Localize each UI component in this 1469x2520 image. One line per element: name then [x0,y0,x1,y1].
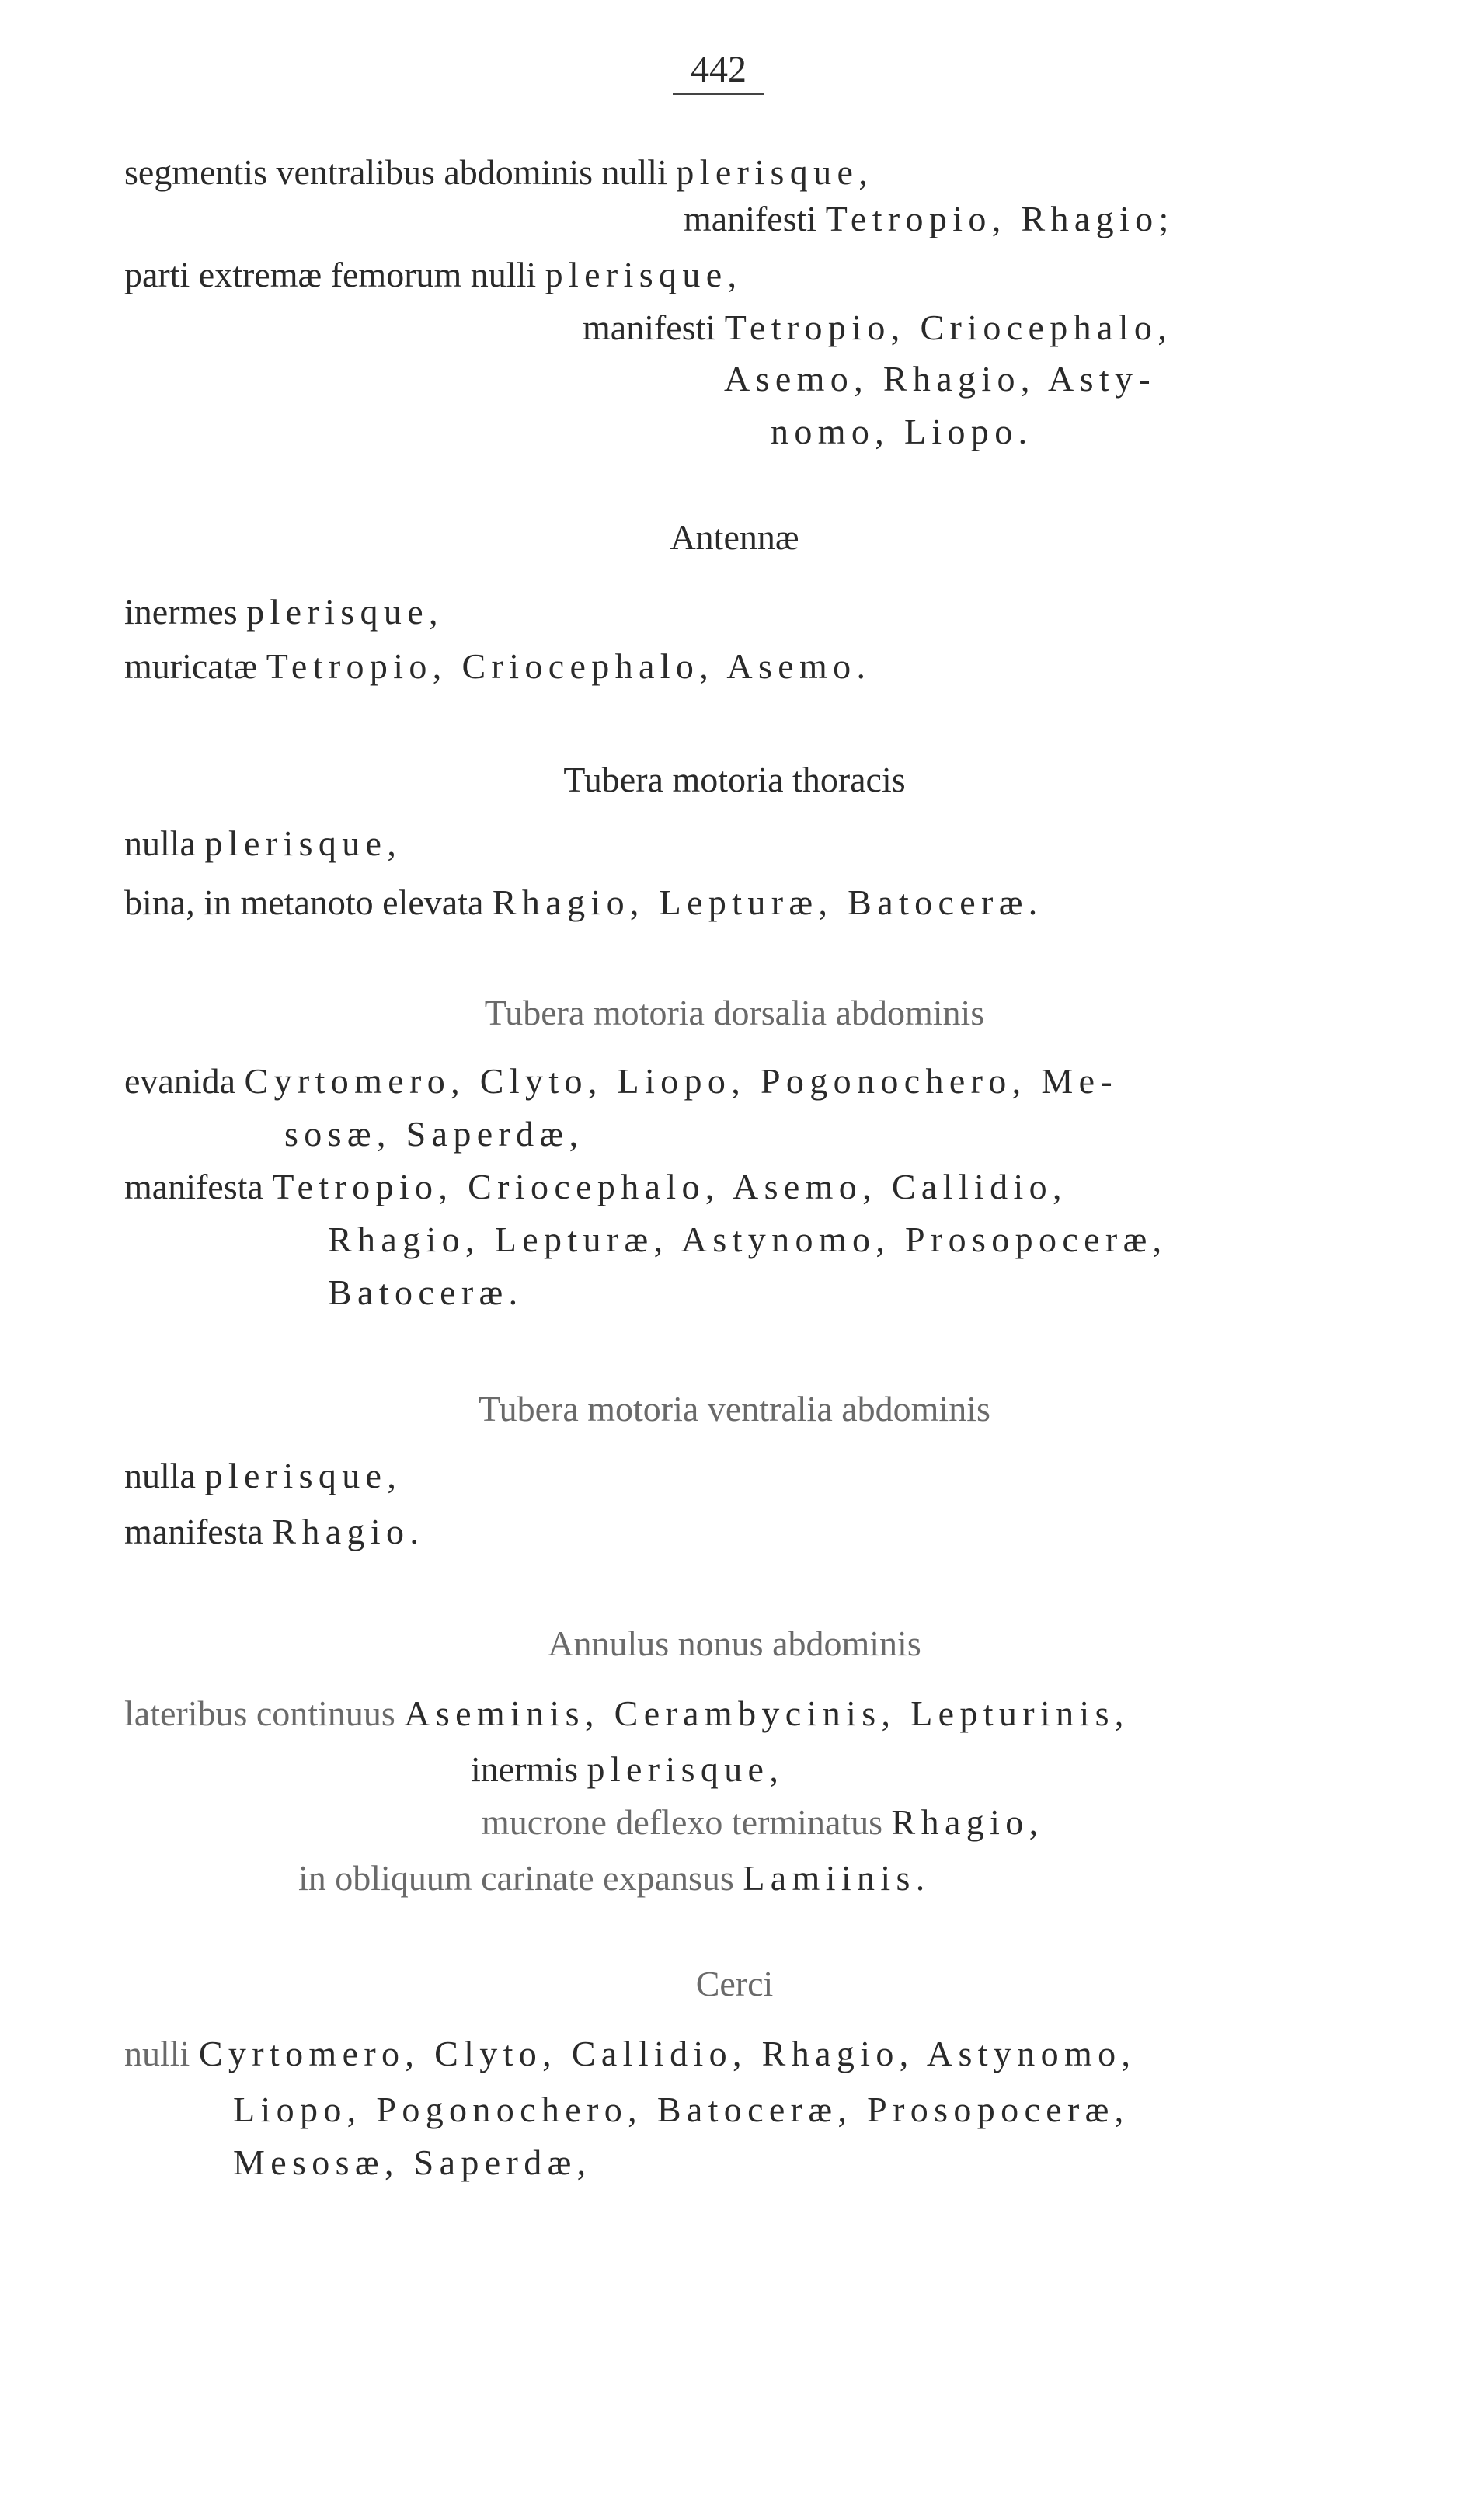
spaced-text: Cyrtomero, Clyto, Callidio, Rhagio, Astynomo, [198,2034,1137,2073]
spaced-text: plerisque, [204,1456,402,1495]
text-line: Liopo, Pogonochero, Batoceræ, Prosopoceræ, [233,2090,1130,2129]
text-line [471,1748,784,1791]
line-text: inermis [471,1749,578,1789]
section-heading: Cerci [695,1964,774,2003]
text-line [124,590,444,634]
spaced-text: plerisque, [246,592,444,632]
line-text: muricatæ [124,646,258,686]
section-heading: Antennæ [670,517,799,557]
line-text: in obliquum carinate expansus [298,1858,734,1898]
text-line: Batoceræ. [328,1272,524,1312]
spaced-text: Cyrtomero, Clyto, Liopo, Pogonochero, Me- [244,1061,1119,1101]
line-text: manifesta [124,1512,263,1551]
line-text: nulla [124,1456,196,1495]
spaced-text: Rhagio, Lepturæ, Batoceræ. [492,882,1043,922]
spaced-text: plerisque, [204,823,402,863]
spaced-text: plerisque, [587,1749,785,1789]
text-line [124,1510,424,1554]
spaced-text: Tetropio, Rhagio; [825,199,1175,238]
line-text: lateribus continuus [124,1693,395,1733]
line-text: parti extremæ femorum nulli [124,255,537,294]
text-line: Mesosæ, Saperdæ, [233,2142,592,2182]
line-text: bina, in metanoto elevata [124,882,484,922]
spaced-text: plerisque, [676,152,874,192]
text-line [684,197,1175,241]
line-text: manifesti [583,308,716,347]
text-line: sosæ, Saperdæ, [284,1114,584,1154]
text-line [124,2032,1136,2076]
line-text: mucrone deflexo terminatus [482,1802,883,1842]
section-heading: Tubera motoria ventralia abdominis [479,1389,990,1429]
text-line [124,151,873,194]
spaced-text: Rhagio, [891,1802,1044,1842]
section-heading: Tubera motoria dorsalia abdominis [484,993,985,1032]
text-line [124,881,1043,924]
section-heading: Annulus nonus abdominis [548,1624,921,1663]
text-line [298,1857,931,1900]
spaced-text: Tetropio, Criocephalo, Asemo. [266,646,872,686]
text-line: Rhagio, Lepturæ, Astynomo, Prosopoceræ, [328,1220,1168,1259]
spaced-text: Rhagio. [272,1512,425,1551]
page-number: 442 [673,47,764,95]
spaced-text: plerisque, [545,255,743,294]
spaced-text: Lamiinis. [743,1858,931,1898]
text-line [583,306,1172,350]
line-text: manifesti [684,199,817,238]
spaced-text: Aseminis, Cerambycinis, Lepturinis, [404,1693,1130,1733]
line-text: evanida [124,1061,236,1101]
text-line: Asemo, Rhagio, Asty- [724,359,1157,399]
spaced-text: Tetropio, Criocephalo, Asemo, Callidio, [272,1167,1067,1206]
text-line [124,1454,402,1498]
spaced-text: Tetropio, Criocephalo, [724,308,1173,347]
line-text: manifesta [124,1167,263,1206]
text-line [124,253,742,297]
text-line [124,645,871,688]
text-line [482,1801,1043,1844]
line-text: segmentis ventralibus abdominis nulli [124,152,667,192]
text-line [124,1692,1130,1735]
text-line [124,1060,1118,1103]
line-text: nulla [124,823,196,863]
text-line: nomo, Liopo. [771,412,1033,451]
text-line [124,822,402,865]
line-text: nulli [124,2034,190,2073]
text-line [124,1165,1067,1209]
line-text: inermes [124,592,238,632]
section-heading: Tubera motoria thoracis [563,760,906,799]
